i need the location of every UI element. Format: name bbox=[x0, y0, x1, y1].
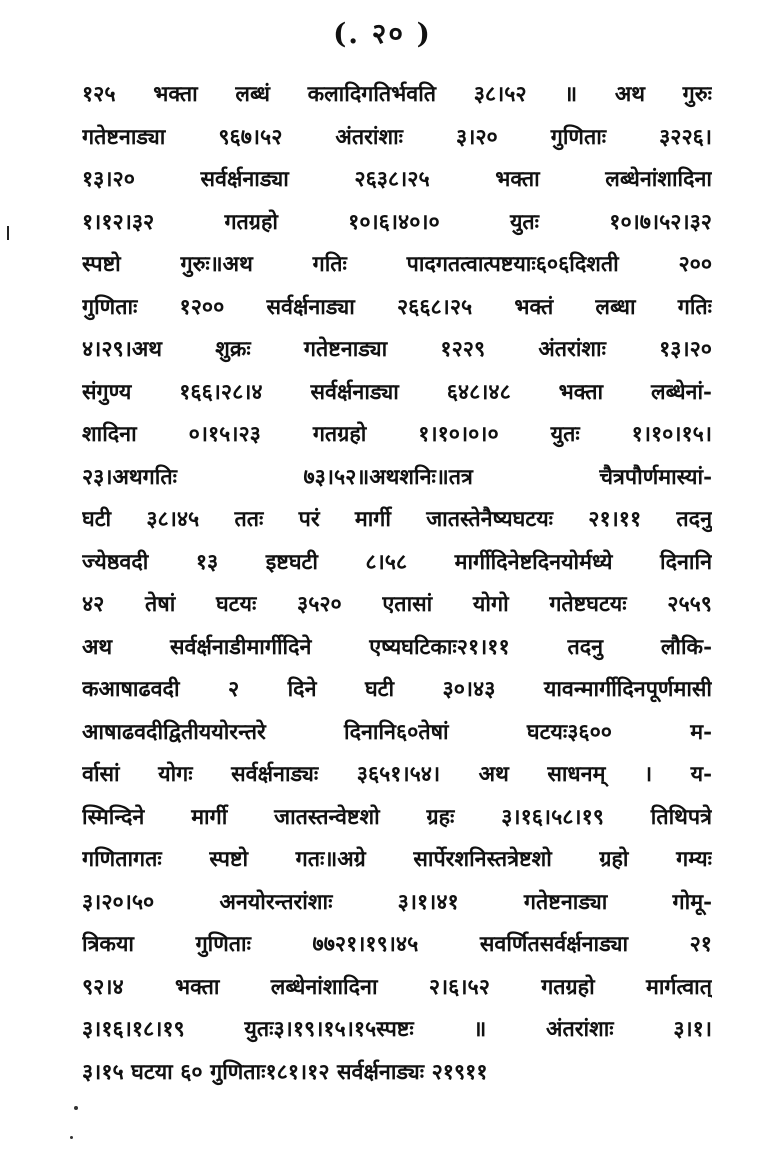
text-line: र्वासां योगः सर्वर्क्षनाड्यः ३६५१।५४। अथ साधनम् । य- bbox=[82, 762, 712, 787]
text-line: गतेष्टनाड्या ९६७।५२ अंतरांशाः ३।२० गुणिताः ३२२६। bbox=[82, 124, 712, 150]
text-line: अथ सर्वर्क्षनाडीमार्गीदिने एष्यघटिकाः२१।११ तदनु लौकि- bbox=[82, 634, 712, 660]
text-line: २३।अथगतिः ७३।५२॥अथशनिः॥तत्र चैत्रपौर्णमास्यां- bbox=[82, 464, 712, 490]
page-number: (. २० ) bbox=[333, 17, 432, 50]
text-line: ९२।४ भक्ता लब्धेनांशादिना २।६।५२ गतग्रहो मार्गत्वात् bbox=[82, 974, 712, 1000]
text-line: स्पष्टो गुरुः॥अथ गतिः पादगतत्वात्पष्टयाः६०६दिशती २०० bbox=[82, 252, 712, 277]
text-line: शादिना ०।१५।२३ गतग्रहो १।१०।०।० युतः १।१०।१५। bbox=[82, 422, 712, 447]
text-line: १२५ भक्ता लब्धं कलादिगतिर्भवति ३८।५२ ॥ अथ गुरुः bbox=[82, 82, 712, 107]
text-line: त्रिकया गुणिताः ७७२१।१९।४५ सवर्णितसर्वर्क्षनाड्या २१ bbox=[82, 932, 712, 957]
text-line: ३।२०।५० अनयोरन्तरांशाः ३।१।४१ गतेष्टनाड्या गोमू- bbox=[82, 889, 712, 915]
margin-mark bbox=[7, 226, 9, 240]
text-line: ज्येष्ठवदी १३ इष्टघटी ८।५८ मार्गीदिनेष्टदिनयोर्मध्ये दिनानि bbox=[82, 549, 712, 575]
text-line: ४।२९।अथ शुक्रः गतेष्टनाड्या १२२९ अंतरांशाः १३।२० bbox=[82, 337, 712, 362]
text-line: संगुण्य १६६।२८।४ सर्वर्क्षनाड्या ६४८।४८ भक्ता लब्धेनां- bbox=[82, 379, 712, 405]
text-line: घटी ३८।४५ ततः परं मार्गी जातस्तेनैष्यघटयः २१।११ तदनु bbox=[82, 507, 712, 532]
text-line: ४२ तेषां घटयः ३५२० एतासां योगो गतेष्टघटयः २५५९ bbox=[82, 592, 712, 617]
scan-speck bbox=[74, 1106, 78, 1110]
text-line: १।१२।३२ गतग्रहो १०।६।४०।० युतः १०।७।५२।३२ bbox=[82, 209, 712, 235]
text-line: ३।१५ घटया ६० गुणिताः१८१।१२ सर्वर्क्षनाड्यः २१९११ bbox=[82, 1059, 488, 1085]
text-line: आषाढवदीद्वितीययोरन्तरे दिनानि६०तेषां घटयः३६०० म- bbox=[82, 719, 712, 745]
text-line: १३।२० सर्वर्क्षनाड्या २६३८।२५ भक्ता लब्धेनांशादिना bbox=[82, 167, 712, 192]
text-line: स्मिन्दिने मार्गी जातस्तन्वेष्टशो ग्रहः ३।१६।५८।१९ तिथिपत्रे bbox=[82, 804, 712, 830]
text-line: ३।१६।१८।१९ युतः३।१९।१५।१५स्पष्टः ॥ अंतरांशाः ३।१। bbox=[82, 1017, 712, 1042]
text-line: गणितागतः स्पष्टो गतः॥अग्रे सार्पेरशनिस्तत्रेष्टशो ग्रहो गम्यः bbox=[82, 847, 712, 872]
text-line: गुणिताः १२०० सर्वर्क्षनाड्या २६६८।२५ भक्तं लब्धा गतिः bbox=[82, 294, 712, 320]
scan-speck bbox=[70, 1136, 73, 1139]
body-text bbox=[82, 74, 712, 1094]
text-line: कआषाढवदी २ दिने घटी ३०।४३ यावन्मार्गीदिनपूर्णमासी bbox=[82, 677, 712, 702]
